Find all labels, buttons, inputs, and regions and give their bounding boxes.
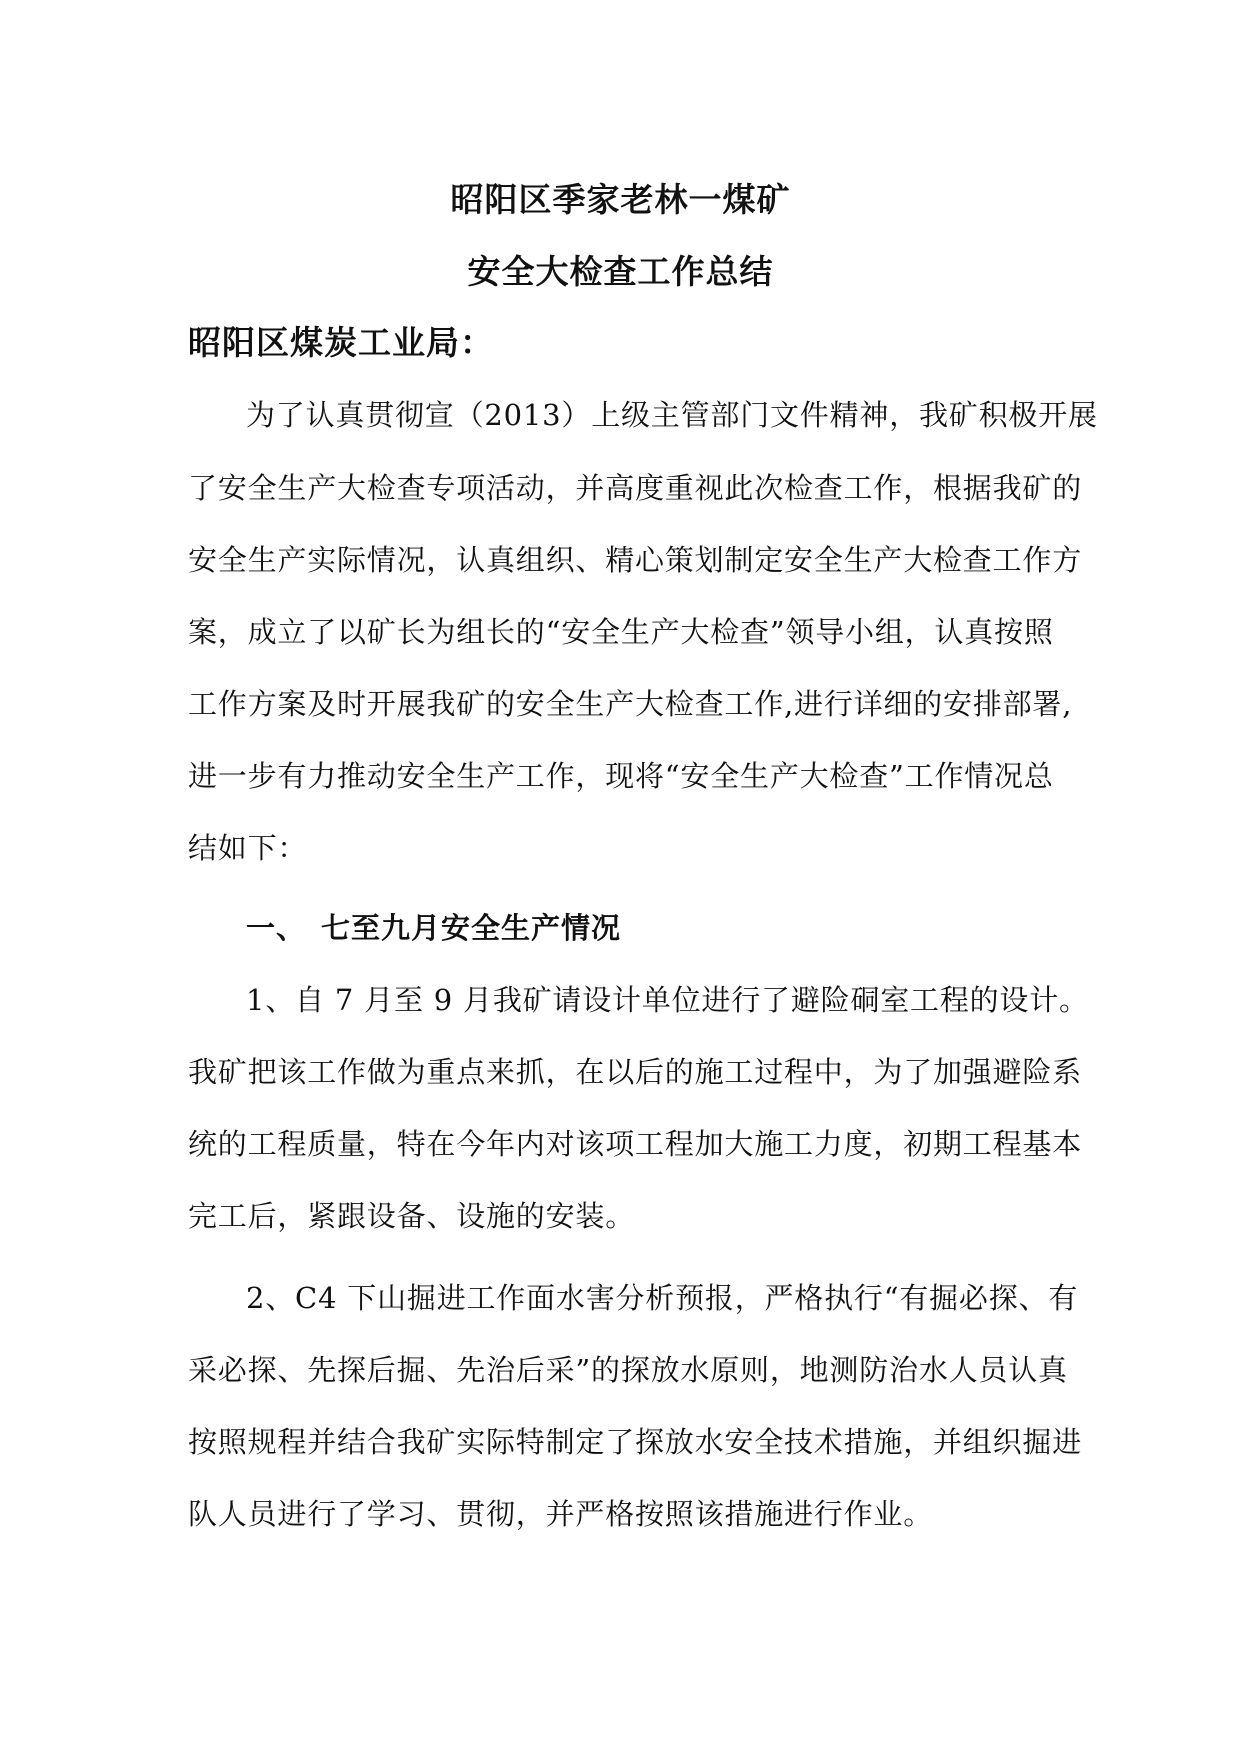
section-heading-1 [246,908,621,948]
item2-line-2: 采必探、先探后掘、先治后采”的探放水原则，地测防治水人员认真 [188,1353,1068,1387]
intro-line-3: 安全生产实际情况，认真组织、精心策划制定安全生产大检查工作方 [188,543,1083,577]
item1-line-3: 统的工程质量，特在今年内对该项工程加大施工力度，初期工程基本 [188,1127,1083,1161]
intro-line-5: 工作方案及时开展我矿的安全生产大检查工作,进行详细的安排部署, [188,687,1073,721]
intro-line-7: 结如下： [188,831,308,865]
intro-line-1: 为了认真贯彻宣（2013）上级主管部门文件精神，我矿积极开展 [246,398,1098,432]
intro-line-4: 案，成立了以矿长为组长的“安全生产大检查”领导小组，认真按照 [188,615,1054,649]
item2-line-4: 队人员进行了学习、贯彻，并严格按照该措施进行作业。 [188,1497,934,1531]
document-title-line-1: 昭阳区季家老林一煤矿 [450,180,791,219]
document-title-line-2: 安全大检查工作总结 [467,252,774,291]
item2-line-3: 按照规程并结合我矿实际特制定了探放水安全技术措施，并组织掘进 [188,1425,1083,1459]
intro-line-2: 了安全生产大检查专项活动，并高度重视此次检查工作，根据我矿的 [188,471,1083,505]
section-title: 七至九月安全生产情况 [321,911,622,945]
section-number: 一、 [246,911,307,945]
item1-line-1: 1、自 7 月至 9 月我矿请设计单位进行了避险硐室工程的设计。 [246,983,1089,1017]
salutation: 昭阳区煤炭工业局： [188,323,494,362]
item1-line-4: 完工后，紧跟设备、设施的安装。 [188,1199,636,1233]
item1-line-2: 我矿把该工作做为重点来抓，在以后的施工过程中，为了加强避险系 [188,1055,1083,1089]
intro-line-6: 进一步有力推动安全生产工作，现将“安全生产大检查”工作情况总 [188,759,1054,793]
item2-line-1: 2、C4 下山掘进工作面水害分析预报，严格执行“有掘必探、有 [246,1281,1079,1315]
